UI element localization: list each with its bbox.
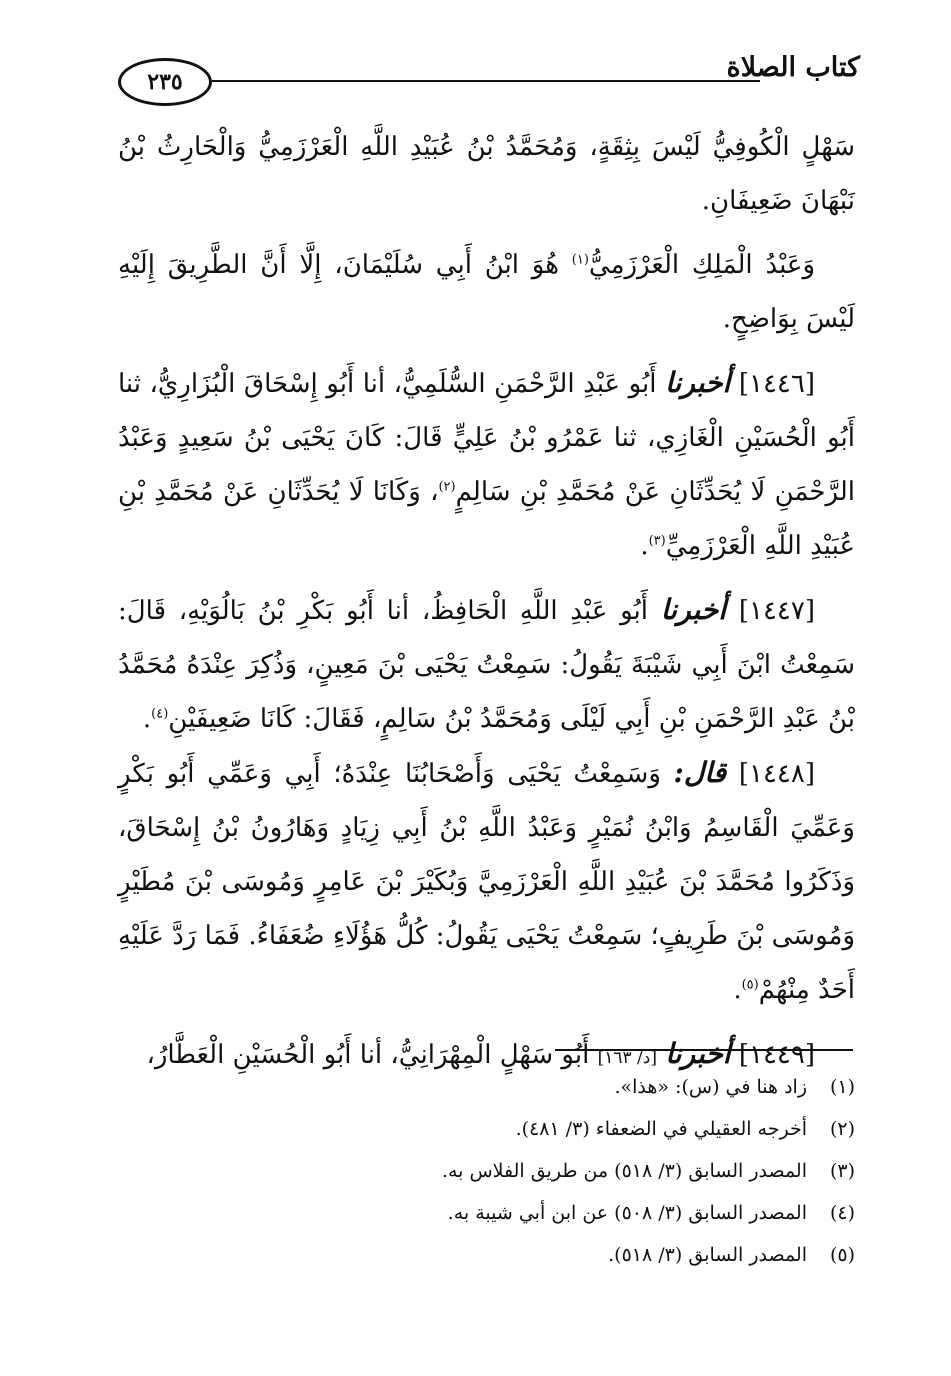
hadith-text: أَبُو سَهْلٍ الْمِهْرَانِيُّ، أنا أَبُو الْحُسَيْنِ الْعَطَّارُ، [146, 1040, 598, 1070]
hadith-number: [١٤٤٨] [738, 759, 815, 789]
header-rule [212, 80, 760, 82]
hadith-1448 [118, 746, 855, 1017]
hadith-lead-word: أخبرنا [665, 366, 731, 399]
footnote-marker[interactable]: (٣) [648, 533, 666, 549]
footnote-text: أخرجه العقيلي في الضعفاء (٣/ ٤٨١). [515, 1118, 807, 1140]
footnote-text: زاد هنا في (س): «هذا». [614, 1076, 807, 1098]
hadith-lead-word: أخبرنا [660, 593, 727, 626]
footnotes [115, 1066, 855, 1276]
hadith-1446 [118, 356, 855, 573]
hadith-lead-word: قال: [673, 756, 727, 789]
footnote-marker[interactable]: (٥) [741, 977, 759, 993]
hadith-lead-word: أخبرنا [665, 1037, 731, 1070]
footnote-text: المصدر السابق (٣/ ٥٠٨) عن ابن أبي شيبة به. [447, 1202, 807, 1224]
paragraph-line: ضَعِيفَانِ. [701, 186, 793, 216]
hadith-number: [١٤٤٦] [738, 369, 816, 399]
footnote-text: المصدر السابق (٣/ ٥١٨). [608, 1244, 807, 1266]
page-header [110, 52, 860, 112]
hadith-text: ، وَكَانَا لَا يُحَدِّثَانِ عَنْ مُحَمَّدِ بْنِ عُبَيْدِ اللَّهِ الْعَرْزَمِيِّ [118, 477, 855, 561]
page-number: ٢٣٥ [118, 58, 212, 106]
footnote-number: (٢) [829, 1118, 855, 1140]
paragraph [118, 238, 855, 346]
manuscript-reference: [د/ ١٦٣] [597, 1048, 657, 1068]
footnote-marker[interactable]: (٤) [151, 706, 169, 722]
footnote-number: (٥) [829, 1244, 855, 1266]
hadith-number: [١٤٤٩] [738, 1040, 815, 1070]
footnote [115, 1150, 855, 1192]
paragraph-line: سَهْلٍ الْكُوفِيُّ لَيْسَ بِثِقَةٍ، وَمُحَمَّدُ بْنُ عُبَيْدِ اللَّهِ الْعَرْزَمِيُّ وَالْحَارِثُ بْنُ نَبْهَانَ [118, 132, 855, 216]
footnote-number: (١) [829, 1076, 855, 1098]
paragraph-text: هُوَ ابْنُ أَبِي سُلَيْمَانَ، إِلَّا أَنَّ الطَّرِيقَ إِلَيْهِ لَيْسَ بِوَاضِحٍ. [118, 250, 855, 334]
hadith-1447 [118, 583, 855, 746]
running-title: كتاب الصلاة [726, 52, 860, 83]
hadith-text: أَبُو عَبْدِ الرَّحْمَنِ السُّلَمِيُّ، أنا أَبُو إِسْحَاقَ الْبُزَارِيُّ، ثنا أَبُو الْحُسَيْنِ الْغَازِي، ثنا عَمْرُو بْنُ عَلِيٍّ قَالَ: كَانَ يَحْيَى بْنُ سَعِيدٍ وَعَبْدُ الرَّحْمَنِ لَا يُحَدِّثَانِ عَنْ مُحَمَّدِ بْنِ سَالِمٍ [118, 369, 855, 507]
paragraph [118, 120, 855, 228]
footnote-number: (٣) [829, 1160, 855, 1182]
footnote [115, 1192, 855, 1234]
footnote-text: المصدر السابق (٣/ ٥١٨) من طريق الفلاس به. [441, 1160, 807, 1182]
footnote-separator [555, 1049, 853, 1051]
paragraph-text: وَعَبْدُ الْمَلِكِ الْعَرْزَمِيُّ [588, 250, 816, 280]
period: . [733, 975, 742, 1005]
footnote [115, 1066, 855, 1108]
footnote [115, 1234, 855, 1276]
main-text [118, 120, 855, 1085]
footnote [115, 1108, 855, 1150]
period: . [640, 531, 649, 561]
period: . [142, 704, 152, 734]
footnote-number: (٤) [829, 1202, 855, 1224]
hadith-number: [١٤٤٧] [738, 596, 815, 626]
footnote-marker[interactable]: (١) [571, 252, 589, 268]
hadith-text: أَبُو عَبْدِ اللَّهِ الْحَافِظُ، أنا أَبُو بَكْرِ بْنُ بَالُوَيْهِ، قَالَ: سَمِعْتُ ابْنَ أَبِي شَيْبَةَ يَقُولُ: سَمِعْتُ يَحْيَى بْنَ مَعِينٍ، وَذُكِرَ عِنْدَهُ مُحَمَّدُ بْنُ عَبْدِ الرَّحْمَنِ بْنِ أَبِي لَيْلَى وَمُحَمَّدُ بْنُ سَالِمٍ، فَقَالَ: كَانَا ضَعِيفَيْنِ [118, 596, 855, 734]
footnote-marker[interactable]: (٢) [438, 479, 456, 495]
hadith-text: وَسَمِعْتُ يَحْيَى وَأَصْحَابُنَا عِنْدَهُ؛ أَبِي وَعَمِّي أَبُو بَكْرٍ وَعَمِّيَ الْقَاسِمُ وَابْنُ نُمَيْرٍ وَعَبْدُ اللَّهِ بْنُ أَبِي زِيَادٍ وَهَارُونُ بْنُ إِسْحَاقَ، وَذَكَرُوا مُحَمَّدَ بْنَ عُبَيْدِ اللَّهِ الْعَرْزَمِيَّ وَبُكَيْرَ بْنَ عَامِرٍ وَمُوسَى بْنَ مُطَيْرٍ وَمُوسَى بْنَ طَرِيفٍ؛ سَمِعْتُ يَحْيَى يَقُولُ: كُلُّ هَؤُلَاءِ ضُعَفَاءُ. فَمَا رَدَّ عَلَيْهِ أَحَدٌ مِنْهُمْ [118, 759, 855, 1005]
